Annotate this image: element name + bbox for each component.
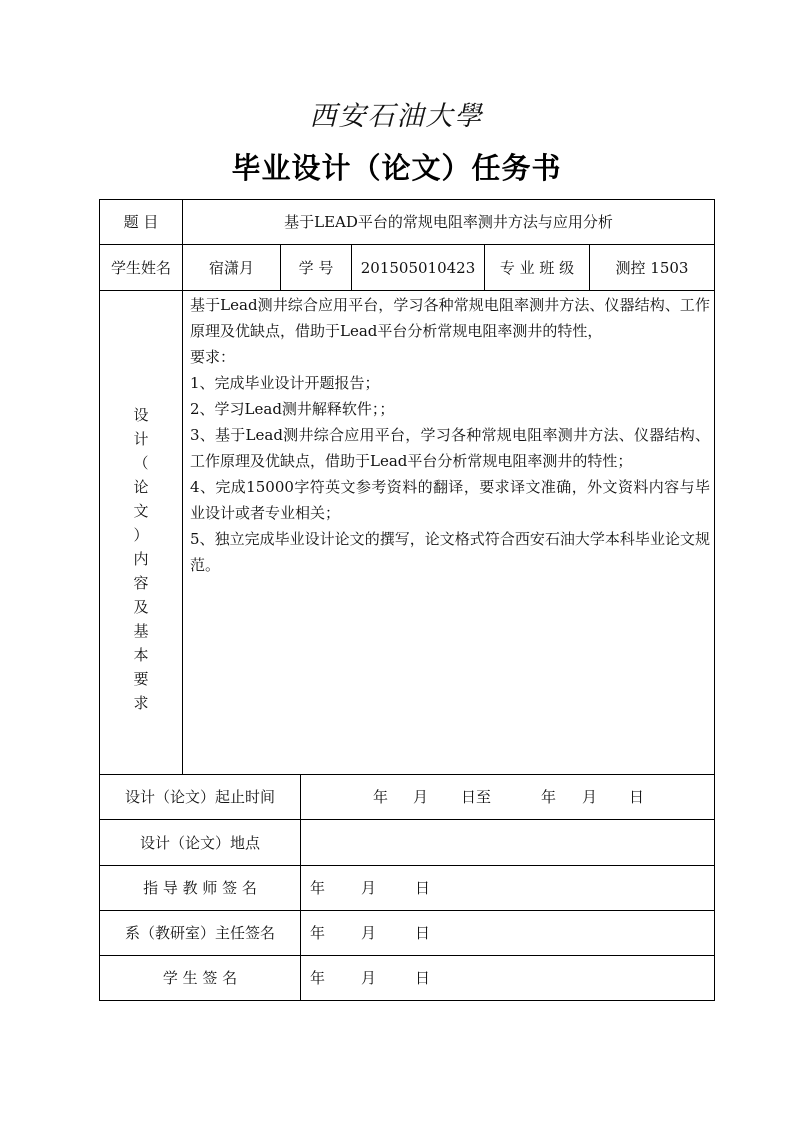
date-year: 年 (310, 969, 326, 987)
label-char: ） (133, 526, 149, 544)
student-name-label: 学生姓名 (110, 258, 171, 277)
requirement-item: 3、基于Lead测井综合应用平台，学习各种常规电阻率测井方法、仪器结构、工作原理及优缺点，借助于Lead平台分析常规电阻率测井的特性； (190, 426, 710, 470)
content-intro: 基于Lead测井综合应用平台，学习各种常规电阻率测井方法、仪器结构、工作原理及优缺点，借助于Lead平台分析常规电阻率测井的特性， (190, 296, 710, 340)
date-day: 日 (415, 924, 431, 942)
period-month-start: 月 (413, 788, 429, 806)
date-year: 年 (310, 879, 326, 897)
requirement-item: 4、完成15000字符英文参考资料的翻译，要求译文准确，外文资料内容与毕业设计或者专业相关； (190, 478, 710, 522)
date-year: 年 (310, 924, 326, 942)
date-day: 日 (415, 969, 431, 987)
period-month-end: 月 (582, 788, 598, 806)
label-char: 设 (133, 406, 149, 424)
class-label: 专 业 班 级 (499, 258, 575, 277)
row-divider-2 (99, 290, 715, 291)
content-requirements-label (100, 403, 182, 715)
student-signature-label: 学 生 签 名 (162, 969, 238, 987)
location-value[interactable] (301, 820, 714, 865)
class-value: 测控 1503 (615, 258, 689, 277)
requirement-item: 5、独立完成毕业设计论文的撰写，论文格式符合西安石油大学本科毕业论文规范。 (190, 530, 710, 574)
label-char: 内 (133, 550, 149, 568)
advisor-signature-label: 指 导 教 师 签 名 (143, 879, 257, 897)
requirement-item: 2、学习Lead测井解释软件；； (190, 400, 395, 418)
requirements-heading: 要求： (190, 348, 236, 366)
label-char: 求 (133, 694, 149, 712)
period-year-end: 年 (541, 788, 557, 806)
label-char: 论 (133, 478, 149, 496)
topic-label: 题 目 (123, 213, 159, 231)
advisor-signature-date[interactable] (301, 866, 714, 910)
dept-head-signature-label: 系（教研室）主任签名 (124, 924, 275, 942)
date-month: 月 (361, 924, 377, 942)
date-month: 月 (361, 879, 377, 897)
label-char: 本 (133, 646, 149, 664)
document-title: 毕业设计（论文）任务书 (231, 151, 562, 185)
label-char: 文 (133, 502, 149, 520)
location-label: 设计（论文）地点 (139, 833, 260, 852)
period-value (301, 775, 714, 819)
student-id-value: 201505010423 (360, 258, 476, 277)
dept-head-signature-date[interactable] (301, 911, 714, 955)
label-char: 基 (133, 622, 149, 640)
date-month: 月 (361, 969, 377, 987)
student-id-label: 学 号 (298, 258, 334, 277)
label-char: 要 (133, 670, 149, 688)
label-char: 容 (133, 574, 149, 592)
period-day-end: 日 (629, 788, 645, 806)
student-signature-date[interactable] (301, 956, 714, 1000)
label-char: 及 (133, 598, 149, 616)
topic-value: 基于LEAD平台的常规电阻率测井方法与应用分析 (284, 213, 613, 231)
label-char: （ (133, 454, 149, 472)
requirement-item: 1、完成毕业设计开题报告； (190, 374, 380, 392)
period-year-start: 年 (373, 788, 389, 806)
label-char: 计 (133, 430, 149, 448)
university-name: 西安石油大學 (309, 101, 484, 132)
period-label: 设计（论文）起止时间 (124, 788, 275, 806)
date-day: 日 (415, 879, 431, 897)
content-requirements-text (190, 292, 710, 578)
period-day-to: 日至 (461, 788, 492, 806)
student-name-value: 宿潇月 (208, 258, 254, 277)
